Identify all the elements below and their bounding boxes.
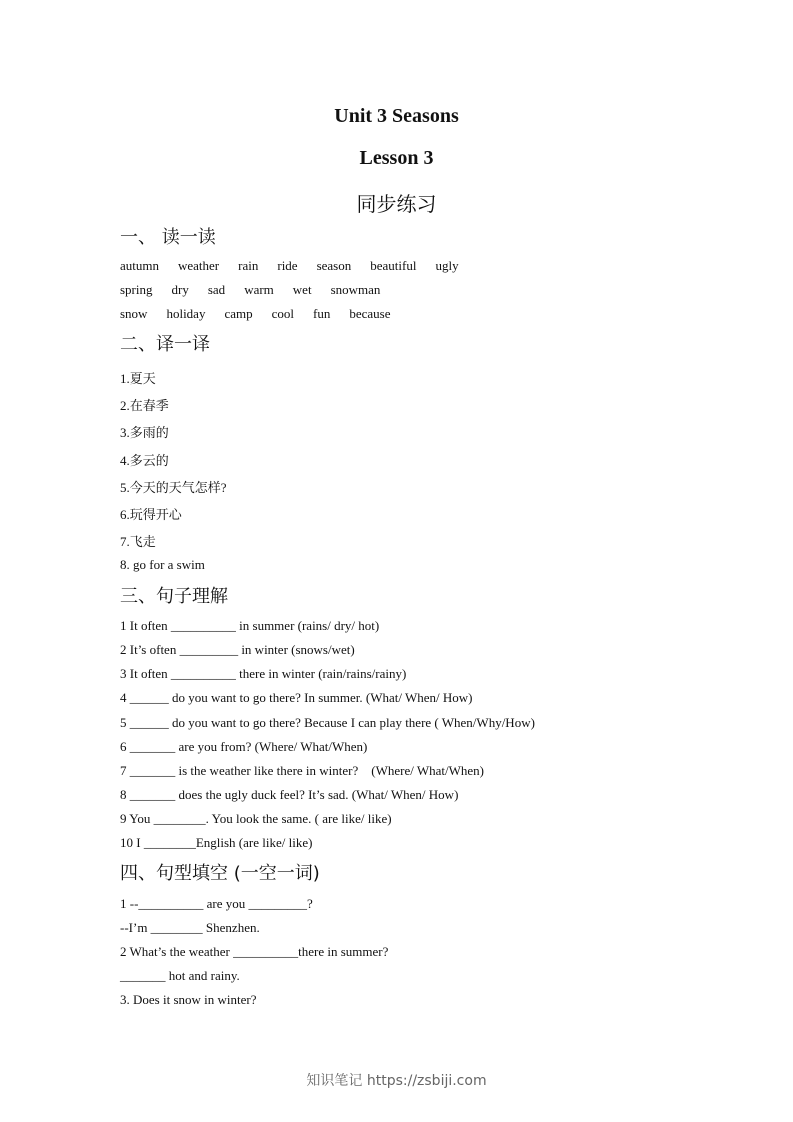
word: dry — [171, 282, 189, 297]
section-heading-fill: 四、句型填空 (一空一词) — [120, 863, 320, 884]
section-heading-understand: 三、句子理解 — [120, 586, 228, 607]
word: spring — [120, 282, 153, 297]
understand-item: 2 It’s often _________ in winter (snows/wet) — [120, 642, 355, 657]
word: sad — [207, 282, 226, 297]
translate-item: 6.玩得开心 — [120, 507, 182, 522]
translate-item: 8. go for a swim — [120, 557, 205, 572]
translate-item: 1.夏天 — [120, 371, 156, 386]
understand-item: 6 _______ are you from? (Where/ What/When) — [120, 739, 368, 754]
word-row — [120, 282, 399, 298]
translate-item: 4.多云的 — [120, 453, 169, 468]
word: snowman — [330, 282, 381, 297]
understand-item: 4 ______ do you want to go there? In summer. (What/ When/ How) — [120, 690, 473, 705]
footer-watermark: 知识笔记 https://zsbiji.com — [306, 1073, 487, 1089]
section-heading-translate: 二、译一译 — [120, 334, 210, 355]
word: cool — [271, 306, 294, 321]
translate-item: 3.多雨的 — [120, 425, 169, 440]
understand-item: 9 You ________. You look the same. ( are like/ like) — [120, 811, 392, 826]
understand-item: 7 _______ is the weather like there in winter? (Where/ What/When) — [120, 763, 484, 778]
word-row — [120, 306, 409, 322]
translate-item: 2.在春季 — [120, 398, 169, 413]
understand-item: 5 ______ do you want to go there? Because I can play there ( When/Why/How) — [120, 715, 535, 730]
word: camp — [224, 306, 253, 321]
understand-item: 3 It often __________ there in winter (rain/rains/rainy) — [120, 666, 407, 681]
lesson-title: Lesson 3 — [359, 147, 434, 169]
understand-item: 1 It often __________ in summer (rains/ dry/ hot) — [120, 618, 380, 633]
word: season — [316, 258, 352, 273]
word: ugly — [435, 258, 459, 273]
understand-item: 8 _______ does the ugly duck feel? It’s sad. (What/ When/ How) — [120, 787, 459, 802]
word: beautiful — [370, 258, 417, 273]
fill-item: _______ hot and rainy. — [120, 968, 240, 983]
fill-item: 3. Does it snow in winter? — [120, 992, 257, 1007]
word: warm — [244, 282, 274, 297]
word: because — [349, 306, 391, 321]
word: rain — [238, 258, 259, 273]
fill-item: 2 What’s the weather __________there in summer? — [120, 944, 389, 959]
word: holiday — [166, 306, 206, 321]
word: autumn — [120, 258, 159, 273]
word: weather — [178, 258, 220, 273]
word-row — [120, 258, 478, 274]
word: wet — [292, 282, 312, 297]
translate-item: 7.飞走 — [120, 534, 156, 549]
fill-item: --I’m ________ Shenzhen. — [120, 920, 260, 935]
section-heading-read: 一、 读一读 — [120, 227, 216, 248]
unit-title: Unit 3 Seasons — [334, 105, 459, 127]
fill-item: 1 --__________ are you _________? — [120, 896, 313, 911]
word: snow — [120, 306, 148, 321]
word: ride — [277, 258, 298, 273]
word: fun — [313, 306, 331, 321]
translate-item: 5.今天的天气怎样? — [120, 480, 227, 495]
understand-item: 10 I ________English (are like/ like) — [120, 835, 313, 850]
worksheet-subtitle: 同步练习 — [356, 192, 437, 216]
